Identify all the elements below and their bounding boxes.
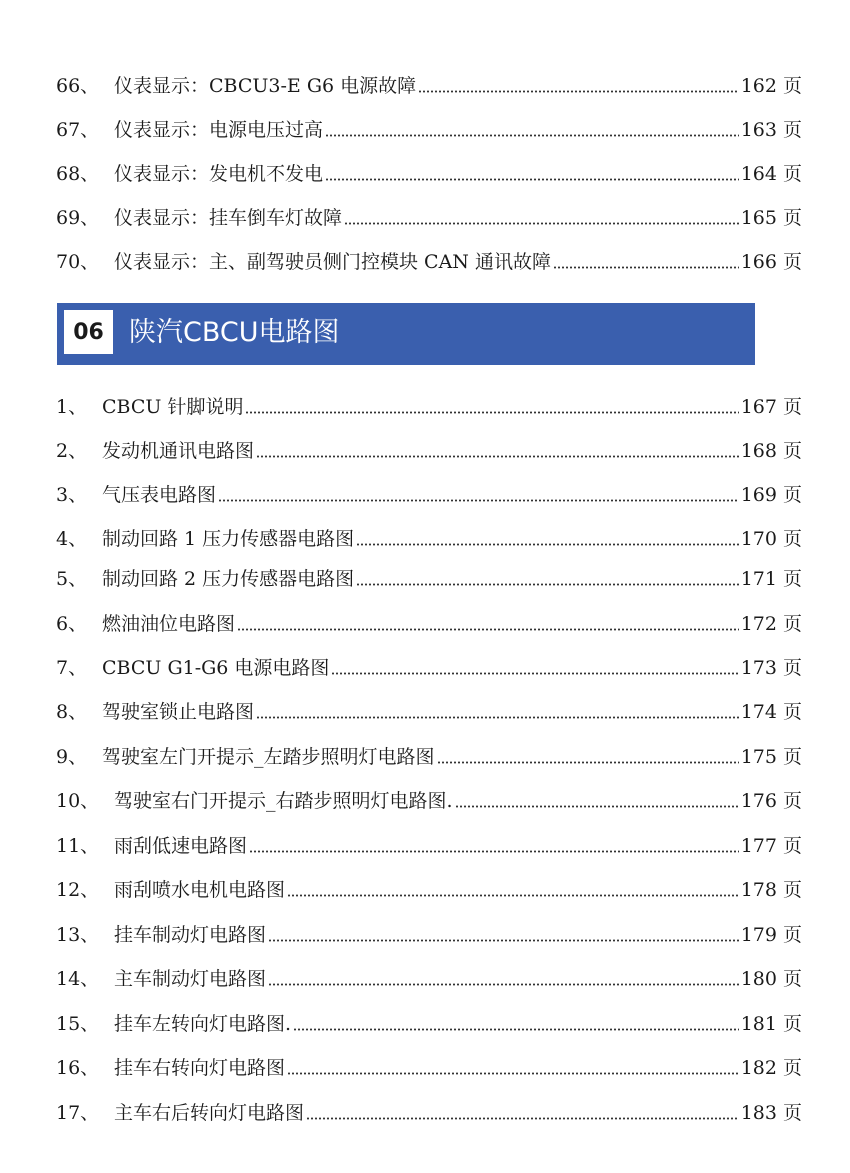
leader-dots [553, 266, 739, 269]
entry-page: 166 页 [740, 251, 802, 273]
entry-page: 172 页 [740, 613, 802, 635]
leader-dots [256, 455, 739, 458]
toc-entry[interactable] [56, 111, 802, 141]
toc-entry[interactable] [56, 388, 802, 418]
section-number: 06 [64, 310, 113, 354]
entry-title: 挂车制动灯电路图 [114, 924, 267, 946]
entry-title: 主车制动灯电路图 [114, 968, 267, 990]
entry-page: 165 页 [740, 207, 802, 229]
entry-title: 制动回路 1 压力传感器电路图 [102, 528, 355, 550]
leader-dots [287, 1072, 739, 1075]
leader-dots [245, 411, 738, 414]
entry-page: 179 页 [740, 924, 802, 946]
entry-title: 气压表电路图 [102, 484, 217, 506]
toc-entry[interactable] [56, 649, 802, 679]
entry-title: 仪表显示：挂车倒车灯故障 [114, 207, 343, 229]
leader-dots [293, 1028, 739, 1031]
entry-number: 1、 [56, 396, 88, 418]
entry-number: 7、 [56, 657, 88, 679]
leader-dots [437, 761, 739, 764]
entry-number: 8、 [56, 701, 88, 723]
entry-title: 驾驶室左门开提示_左踏步照明灯电路图 [102, 746, 435, 768]
entry-title: 雨刮喷水电机电路图 [114, 879, 286, 901]
toc-entry[interactable] [56, 67, 802, 97]
leader-dots [218, 499, 739, 502]
entry-title: 仪表显示：主、副驾驶员侧门控模块 CAN 通讯故障 [114, 251, 551, 273]
toc-entry[interactable] [56, 693, 802, 723]
leader-dots [455, 805, 739, 808]
toc-entry[interactable] [56, 243, 802, 273]
entry-title: 燃油油位电路图 [102, 613, 236, 635]
entry-page: 178 页 [740, 879, 802, 901]
entry-number: 69、 [56, 207, 100, 229]
entry-title: 仪表显示：CBCU3-E G6 电源故障 [114, 75, 417, 97]
entry-page: 164 页 [740, 163, 802, 185]
leader-dots [287, 894, 739, 897]
entry-page: 168 页 [740, 440, 802, 462]
toc-entry[interactable] [56, 827, 802, 857]
toc-entry[interactable] [56, 155, 802, 185]
toc-entry[interactable] [56, 960, 802, 990]
entry-page: 182 页 [740, 1057, 802, 1079]
toc-entry[interactable] [56, 1005, 802, 1035]
leader-dots [356, 543, 739, 546]
toc-entry[interactable] [56, 432, 802, 462]
entry-number: 6、 [56, 613, 88, 635]
section-title: 陕汽CBCU电路图 [129, 317, 340, 348]
entry-page: 183 页 [740, 1102, 802, 1124]
entry-page: 174 页 [740, 701, 802, 723]
leader-dots [418, 90, 739, 93]
toc-entry[interactable] [56, 199, 802, 229]
toc-entry[interactable] [56, 560, 802, 590]
entry-title: 挂车左转向灯电路图. [114, 1013, 292, 1035]
entry-title: 主车右后转向灯电路图 [114, 1102, 305, 1124]
entry-page: 176 页 [740, 790, 802, 812]
entry-title: CBCU G1-G6 电源电路图 [102, 657, 330, 679]
entry-title: 发动机通讯电路图 [102, 440, 255, 462]
leader-dots [325, 134, 739, 137]
toc-entry[interactable] [56, 1049, 802, 1079]
entry-number: 70、 [56, 251, 100, 273]
entry-title: 仪表显示：发电机不发电 [114, 163, 324, 185]
toc-entry[interactable] [56, 871, 802, 901]
leader-dots [237, 628, 739, 631]
entry-number: 14、 [56, 968, 100, 990]
entry-title: 驾驶室锁止电路图 [102, 701, 255, 723]
entry-number: 12、 [56, 879, 100, 901]
entry-number: 3、 [56, 484, 88, 506]
leader-dots [331, 672, 738, 675]
toc-entry[interactable] [56, 605, 802, 635]
leader-dots [344, 222, 739, 225]
toc-entry[interactable] [56, 1094, 802, 1124]
entry-number: 9、 [56, 746, 88, 768]
entry-page: 162 页 [740, 75, 802, 97]
toc-entry[interactable] [56, 916, 802, 946]
entry-page: 181 页 [740, 1013, 802, 1035]
entry-title: 雨刮低速电路图 [114, 835, 248, 857]
entry-number: 66、 [56, 75, 100, 97]
entry-number: 11、 [56, 835, 100, 857]
entry-number: 17、 [56, 1102, 100, 1124]
entry-page: 180 页 [740, 968, 802, 990]
entry-number: 68、 [56, 163, 100, 185]
leader-dots [268, 983, 739, 986]
entry-page: 173 页 [740, 657, 802, 679]
entry-page: 171 页 [740, 568, 802, 590]
entry-title: CBCU 针脚说明 [102, 396, 244, 418]
toc-entry[interactable] [56, 782, 802, 812]
leader-dots [325, 178, 739, 181]
entry-page: 169 页 [740, 484, 802, 506]
entry-number: 15、 [56, 1013, 100, 1035]
leader-dots [268, 939, 739, 942]
toc-entry[interactable] [56, 520, 802, 550]
entry-page: 175 页 [740, 746, 802, 768]
leader-dots [249, 850, 739, 853]
section-header [57, 303, 755, 365]
entry-title: 挂车右转向灯电路图 [114, 1057, 286, 1079]
entry-number: 13、 [56, 924, 100, 946]
entry-title: 仪表显示：电源电压过高 [114, 119, 324, 141]
entry-number: 67、 [56, 119, 100, 141]
entry-page: 177 页 [740, 835, 802, 857]
entry-number: 4、 [56, 528, 88, 550]
entry-title: 制动回路 2 压力传感器电路图 [102, 568, 355, 590]
entry-number: 16、 [56, 1057, 100, 1079]
toc-entry[interactable] [56, 738, 802, 768]
toc-entry[interactable] [56, 476, 802, 506]
entry-number: 2、 [56, 440, 88, 462]
entry-page: 170 页 [740, 528, 802, 550]
entry-number: 5、 [56, 568, 88, 590]
entry-number: 10、 [56, 790, 100, 812]
leader-dots [256, 716, 739, 719]
entry-page: 167 页 [740, 396, 802, 418]
leader-dots [306, 1117, 739, 1120]
entry-title: 驾驶室右门开提示_右踏步照明灯电路图. [114, 790, 453, 812]
entry-page: 163 页 [740, 119, 802, 141]
leader-dots [356, 583, 739, 586]
